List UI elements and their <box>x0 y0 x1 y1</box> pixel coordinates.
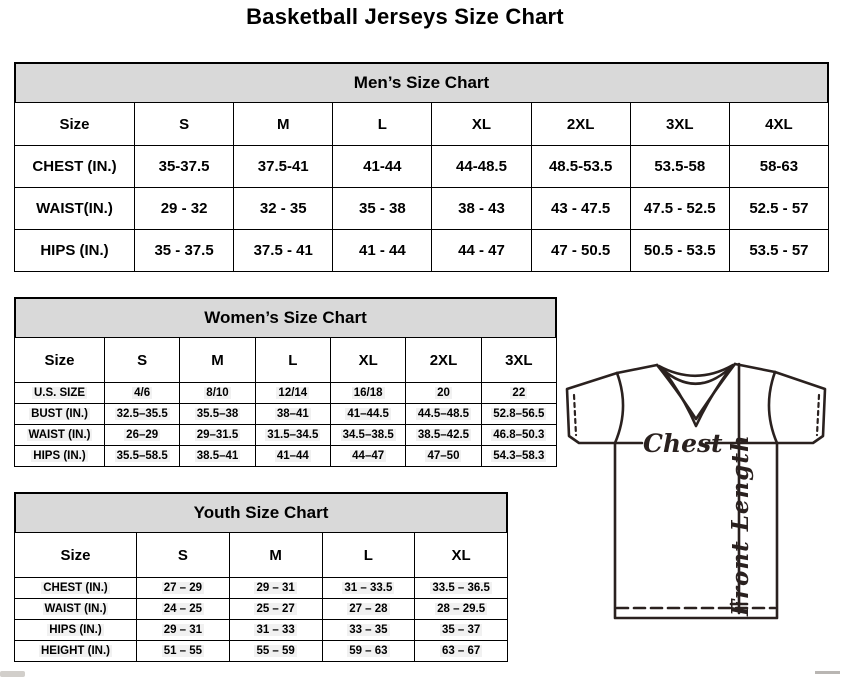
womens-row-2-value-5: 46.8–50.3 <box>481 425 556 446</box>
mens-row-1-value-3: 38 - 43 <box>432 188 531 230</box>
womens-row-3-value-3: 44–47 <box>330 446 405 467</box>
womens-row-2-label: WAIST (IN.) <box>15 425 105 446</box>
youth-row-2 <box>15 620 508 641</box>
womens-row-0-value-0: 4/6 <box>105 383 180 404</box>
womens-row-0-label: U.S. SIZE <box>15 383 105 404</box>
mens-row-2-value-1: 37.5 - 41 <box>234 230 333 272</box>
womens-row-1-value-3: 41–44.5 <box>330 404 405 425</box>
mens-row-0-value-5: 53.5-58 <box>630 146 729 188</box>
womens-row-3-value-5: 54.3–58.3 <box>481 446 556 467</box>
womens-col-header-0: Size <box>15 338 105 383</box>
womens-col-header-5: 2XL <box>406 338 481 383</box>
mens-row-1-value-6: 52.5 - 57 <box>729 188 828 230</box>
mens-row-2-value-4: 47 - 50.5 <box>531 230 630 272</box>
youth-row-2-label: HIPS (IN.) <box>15 620 137 641</box>
mens-col-header-0: Size <box>15 103 135 146</box>
womens-row-2-value-2: 31.5–34.5 <box>255 425 330 446</box>
youth-row-2-value-1: 31 – 33 <box>229 620 322 641</box>
womens-size-table <box>14 337 557 467</box>
womens-row-1 <box>15 404 557 425</box>
youth-chart-title: Youth Size Chart <box>14 492 508 532</box>
youth-row-3 <box>15 641 508 662</box>
horizontal-scrollbar-thumb-left[interactable] <box>0 671 25 677</box>
youth-row-1-label: WAIST (IN.) <box>15 599 137 620</box>
youth-row-3-value-3: 63 – 67 <box>415 641 508 662</box>
youth-col-header-4: XL <box>415 533 508 578</box>
mens-row-0-label: CHEST (IN.) <box>15 146 135 188</box>
youth-size-table <box>14 532 508 662</box>
mens-col-header-4: XL <box>432 103 531 146</box>
chest-label: Chest <box>643 429 723 458</box>
mens-row-1-value-0: 29 - 32 <box>135 188 234 230</box>
youth-row-2-value-0: 29 – 31 <box>137 620 230 641</box>
mens-row-0-value-3: 44-48.5 <box>432 146 531 188</box>
jersey-collar <box>657 364 735 426</box>
youth-row-3-value-0: 51 – 55 <box>137 641 230 662</box>
youth-row-3-value-1: 55 – 59 <box>229 641 322 662</box>
mens-col-header-3: L <box>333 103 432 146</box>
mens-row-0-value-0: 35-37.5 <box>135 146 234 188</box>
mens-row-0 <box>15 146 829 188</box>
mens-row-0-value-1: 37.5-41 <box>234 146 333 188</box>
youth-row-1-value-2: 27 – 28 <box>322 599 415 620</box>
mens-row-1 <box>15 188 829 230</box>
womens-chart-title: Women’s Size Chart <box>14 297 557 337</box>
womens-row-3-label: HIPS (IN.) <box>15 446 105 467</box>
mens-row-2-value-6: 53.5 - 57 <box>729 230 828 272</box>
womens-row-2-value-1: 29–31.5 <box>180 425 255 446</box>
mens-col-header-2: M <box>234 103 333 146</box>
mens-size-table <box>14 102 829 272</box>
womens-row-0-value-1: 8/10 <box>180 383 255 404</box>
youth-row-1-value-3: 28 – 29.5 <box>415 599 508 620</box>
mens-row-1-value-4: 43 - 47.5 <box>531 188 630 230</box>
mens-row-1-value-1: 32 - 35 <box>234 188 333 230</box>
youth-row-0-value-2: 31 – 33.5 <box>322 578 415 599</box>
womens-row-1-value-2: 38–41 <box>255 404 330 425</box>
mens-row-2-value-2: 41 - 44 <box>333 230 432 272</box>
mens-chart-title: Men’s Size Chart <box>14 62 829 102</box>
womens-row-1-value-1: 35.5–38 <box>180 404 255 425</box>
mens-row-1-label: WAIST(IN.) <box>15 188 135 230</box>
mens-row-1-value-5: 47.5 - 52.5 <box>630 188 729 230</box>
womens-col-header-1: S <box>105 338 180 383</box>
jersey-diagram <box>553 356 843 658</box>
youth-header-row <box>15 533 508 578</box>
mens-row-0-value-4: 48.5-53.5 <box>531 146 630 188</box>
womens-row-2-value-3: 34.5–38.5 <box>330 425 405 446</box>
womens-size-chart-section <box>14 297 557 467</box>
womens-row-2 <box>15 425 557 446</box>
mens-col-header-7: 4XL <box>729 103 828 146</box>
mens-row-0-value-6: 58-63 <box>729 146 828 188</box>
womens-row-0-value-2: 12/14 <box>255 383 330 404</box>
womens-col-header-4: XL <box>330 338 405 383</box>
womens-header-row <box>15 338 557 383</box>
youth-row-1-value-0: 24 – 25 <box>137 599 230 620</box>
youth-row-0 <box>15 578 508 599</box>
mens-col-header-6: 3XL <box>630 103 729 146</box>
womens-col-header-3: L <box>255 338 330 383</box>
youth-row-2-value-3: 35 – 37 <box>415 620 508 641</box>
womens-row-1-value-4: 44.5–48.5 <box>406 404 481 425</box>
womens-row-3-value-4: 47–50 <box>406 446 481 467</box>
womens-row-3 <box>15 446 557 467</box>
mens-size-chart-section <box>14 62 829 272</box>
womens-row-3-value-1: 38.5–41 <box>180 446 255 467</box>
youth-row-0-value-3: 33.5 – 36.5 <box>415 578 508 599</box>
womens-row-0-value-4: 20 <box>406 383 481 404</box>
mens-row-1-value-2: 35 - 38 <box>333 188 432 230</box>
youth-col-header-1: S <box>137 533 230 578</box>
jersey-body-outline <box>567 364 825 618</box>
youth-size-chart-section <box>14 492 508 662</box>
womens-row-2-value-0: 26–29 <box>105 425 180 446</box>
womens-row-2-value-4: 38.5–42.5 <box>406 425 481 446</box>
horizontal-scrollbar-thumb-right[interactable] <box>815 671 840 674</box>
youth-row-3-label: HEIGHT (IN.) <box>15 641 137 662</box>
youth-row-3-value-2: 59 – 63 <box>322 641 415 662</box>
youth-row-0-value-0: 27 – 29 <box>137 578 230 599</box>
page-title: Basketball Jerseys Size Chart <box>246 4 564 29</box>
mens-row-2-label: HIPS (IN.) <box>15 230 135 272</box>
womens-row-1-label: BUST (IN.) <box>15 404 105 425</box>
womens-row-1-value-0: 32.5–35.5 <box>105 404 180 425</box>
mens-row-2-value-0: 35 - 37.5 <box>135 230 234 272</box>
mens-col-header-5: 2XL <box>531 103 630 146</box>
youth-col-header-3: L <box>322 533 415 578</box>
womens-col-header-6: 3XL <box>481 338 556 383</box>
youth-row-2-value-2: 33 – 35 <box>322 620 415 641</box>
youth-row-0-label: CHEST (IN.) <box>15 578 137 599</box>
womens-row-0-value-5: 22 <box>481 383 556 404</box>
womens-row-3-value-2: 41–44 <box>255 446 330 467</box>
youth-col-header-2: M <box>229 533 322 578</box>
youth-row-1 <box>15 599 508 620</box>
youth-row-1-value-1: 25 – 27 <box>229 599 322 620</box>
mens-row-0-value-2: 41-44 <box>333 146 432 188</box>
mens-header-row <box>15 103 829 146</box>
womens-col-header-2: M <box>180 338 255 383</box>
mens-row-2-value-3: 44 - 47 <box>432 230 531 272</box>
mens-row-2 <box>15 230 829 272</box>
mens-row-2-value-5: 50.5 - 53.5 <box>630 230 729 272</box>
womens-row-1-value-5: 52.8–56.5 <box>481 404 556 425</box>
womens-row-0 <box>15 383 557 404</box>
womens-row-3-value-0: 35.5–58.5 <box>105 446 180 467</box>
youth-col-header-0: Size <box>15 533 137 578</box>
front-length-label: Front Length <box>727 434 754 616</box>
womens-row-0-value-3: 16/18 <box>330 383 405 404</box>
mens-col-header-1: S <box>135 103 234 146</box>
youth-row-0-value-1: 29 – 31 <box>229 578 322 599</box>
